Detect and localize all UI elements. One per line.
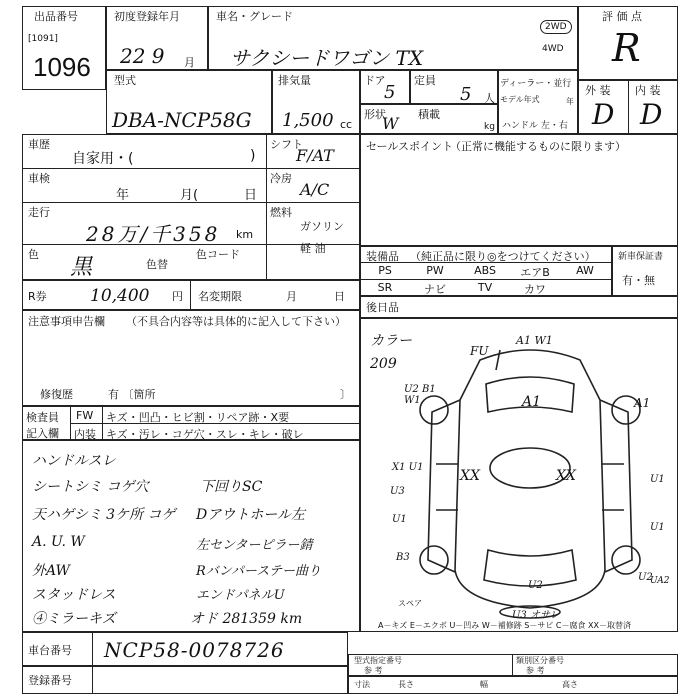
mileage-label: 走行 [28,206,50,219]
fuel-gas: ガソリン [300,220,344,233]
reg-unit: 月 [184,56,195,69]
model-label: 型式 [114,74,136,87]
later-label: 後日品 [366,301,399,314]
drive-2wd: 2WD [540,20,572,34]
note-1: ハンドルスレ [32,453,116,469]
fuel-diesel: 軽 油 [300,242,326,255]
grade-value: R [612,26,641,70]
color-value: 黒 [70,255,93,280]
hist-line-1 [22,168,360,169]
dealer-label: ディーラー・並行 [500,79,572,89]
inspect-year: 年 [116,188,130,203]
diag-label-left-2: U3 [390,486,405,497]
equip-aw: AW [576,264,594,277]
equipment-desc: （純正品に限り◎をつけてください） [410,250,596,263]
shape-value: W [382,114,399,133]
diag-label-left-4: B3 [396,552,410,563]
inspector-label1: 検査員 [26,411,59,424]
car-diagram [400,340,660,620]
hist-vline [266,134,267,280]
equip-tv: TV [477,281,493,294]
note-r6: オド 281359 km [190,611,303,627]
mileage-value: 28万/千358 [86,222,221,246]
note-r5: エンドパネルU [196,588,285,603]
recycle-box [22,280,360,310]
ext-value: D [592,98,615,131]
ac-value: A/C [300,180,330,199]
diag-label-right-mid: UA2 [650,576,670,586]
note-2: シートシミ コゲ穴 [32,479,149,495]
diag-label-top-right: A1 W1 [516,334,553,347]
notes-desc: （不具合内容等は具体的に記入して下さい） [126,315,346,328]
int-label: 内 装 [635,84,661,97]
diag-label-bottom: U3 オサレ [512,610,560,621]
repair-close: 〕 [340,388,351,401]
width-label: 幅 [480,680,488,689]
shift-value: F/AT [296,146,334,165]
disp-value: 1,500 [282,110,334,131]
model-value: DBA-NCP58G [112,108,252,132]
ext-label: 外 装 [585,84,611,97]
chassis-divider [92,632,93,666]
selling-title: セールスポイント [366,140,454,153]
name-change-m: 月 [286,290,297,303]
reg-label: 初度登録年月 [114,10,180,23]
name-value: サクシードワゴン TX [230,46,424,70]
color-code-label: 色コード [196,248,240,261]
type-num-sub: 参 考 [364,666,383,675]
int-row-text: キズ・汚レ・コゲ穴・スレ・キレ・破レ [106,428,304,441]
recycle-unit: 円 [172,290,183,303]
diag-label-left-top: U2 B1 W1 [404,384,436,406]
repair-value: 有 〔箇所 [108,388,156,401]
ac-label: 冷房 [270,172,292,185]
equip-line-2 [360,279,612,280]
reg-value: 22 9 [120,44,165,68]
diag-label-xx-left: XX [460,468,480,484]
inspect-day: 日 [244,188,258,203]
mileage-unit: km [236,228,254,241]
reg-no-label: 登録番号 [28,674,72,687]
note-r2: Dアウトホール左 [196,507,305,523]
note-5: 外AW [32,563,70,579]
shift-label: シフト [270,138,303,151]
name-change-d: 日 [334,290,345,303]
inspector-label2: 記入欄 [26,427,59,440]
warranty-label: 新車保証書 [618,252,664,262]
reg-divider [92,666,93,694]
diag-label-bottom-right: U2 [638,572,653,583]
disp-label: 排気量 [278,74,311,87]
recycle-label: R券 [28,290,47,303]
chassis-value: NCP58-0078726 [104,638,285,662]
equipment-title: 装備品 [366,250,399,263]
door-value: 5 [384,82,396,103]
cap-label: 定員 [414,74,436,87]
diag-label-right-1: U1 [650,474,665,485]
cap-value: 5 [460,84,472,105]
lot-label: 出品番号 [34,10,78,23]
model-year-label: モデル年式 [500,95,540,104]
grade-label: 評 価 点 [602,10,642,23]
diag-label-left-3: U1 [392,514,407,525]
equip-airbag: エアB [520,266,550,279]
warranty-value: 有・無 [622,274,655,287]
equip-abs: ABS [474,264,496,277]
equip-ps: PS [378,264,392,277]
fw-text: キズ・凹凸・ヒビ割・リペア跡・X要 [106,411,290,424]
note-r4: Rバンパーステー曲り [196,564,321,579]
diag-label-right-2: U1 [650,522,665,533]
equip-sr: SR [377,281,393,294]
lot-sub: [1091] [28,34,58,44]
diag-label-a1-right: A1 [634,396,651,410]
int-value: D [640,98,663,131]
diag-label-bottom-center: U2 [528,580,543,591]
drive-4wd: 4WD [542,44,564,54]
note-r3: 左センターピラー錆 [196,538,313,553]
diag-label-fu: FU [470,344,489,358]
disp-unit: cc [340,118,353,131]
class-num-sub: 参 考 [526,666,545,675]
recolor-label: 色替 [146,258,168,271]
equip-pw: PW [426,264,444,277]
height-label: 高さ [562,680,578,689]
notes-title: 注意事項申告欄 [28,315,105,328]
year-unit: 年 [566,97,574,106]
diag-label-left-1: X1 U1 [392,462,424,473]
repair-label: 修復歴 [40,388,73,401]
class-num-label: 類別区分番号 [516,656,564,665]
equip-navi: ナビ [424,283,446,296]
color-label: 色 [28,248,39,261]
inspect-month: 月( [180,188,199,203]
note-4: A. U. W [32,534,85,550]
note-7: ④ミラーキズ [32,611,116,627]
equip-leather: カワ [524,283,546,296]
ext-int-divider [628,80,629,134]
length-label: 長さ [398,680,414,689]
int-row-label: 内装 [74,428,96,441]
history-close: ) [250,148,256,164]
note-6: スタッドレス [32,587,116,603]
note-r1: 下回りSC [200,479,263,495]
diagram-color-note: カラー [370,333,412,349]
lot-number: 1096 [33,52,91,82]
diagram-legend: A－キズ E－エクボ U－凹み W－補修跡 S－サビ C－腐食 XX－取替済 [378,621,632,630]
recycle-divider [190,280,191,310]
history-label: 車歴 [28,138,50,151]
name-label: 車名・グレード [216,10,293,23]
handle-label: ハンドル 左・右 [502,121,568,131]
diag-label-xx-right: XX [556,468,576,484]
door-label: ドア [364,74,386,87]
equip-line-1 [360,262,612,263]
note-3: 天ハゲシミ 3ケ所 コゲ [32,507,176,523]
shape-label: 形状 [364,108,386,121]
name-change-label: 名変期限 [198,290,242,303]
load-unit: kg [484,122,495,132]
history-value: 自家用・( [72,151,134,167]
selling-desc: （正常に機能するものに限ります） [450,140,626,153]
spare-label: スペア [398,599,422,608]
diag-label-a1-center: A1 [522,394,542,410]
recycle-value: 10,400 [90,286,150,306]
size-label: 寸法 [354,680,370,689]
load-label: 積載 [418,108,440,121]
diagram-color-code: 209 [370,356,397,372]
inspect-label: 車検 [28,172,50,185]
type-divider [512,654,513,676]
fw-label: FW [76,409,94,422]
chassis-label: 車台番号 [28,644,72,657]
cap-unit: 人 [484,92,495,105]
fuel-label: 燃料 [270,206,292,219]
type-num-label: 型式指定番号 [354,656,402,665]
later-box [360,296,678,318]
